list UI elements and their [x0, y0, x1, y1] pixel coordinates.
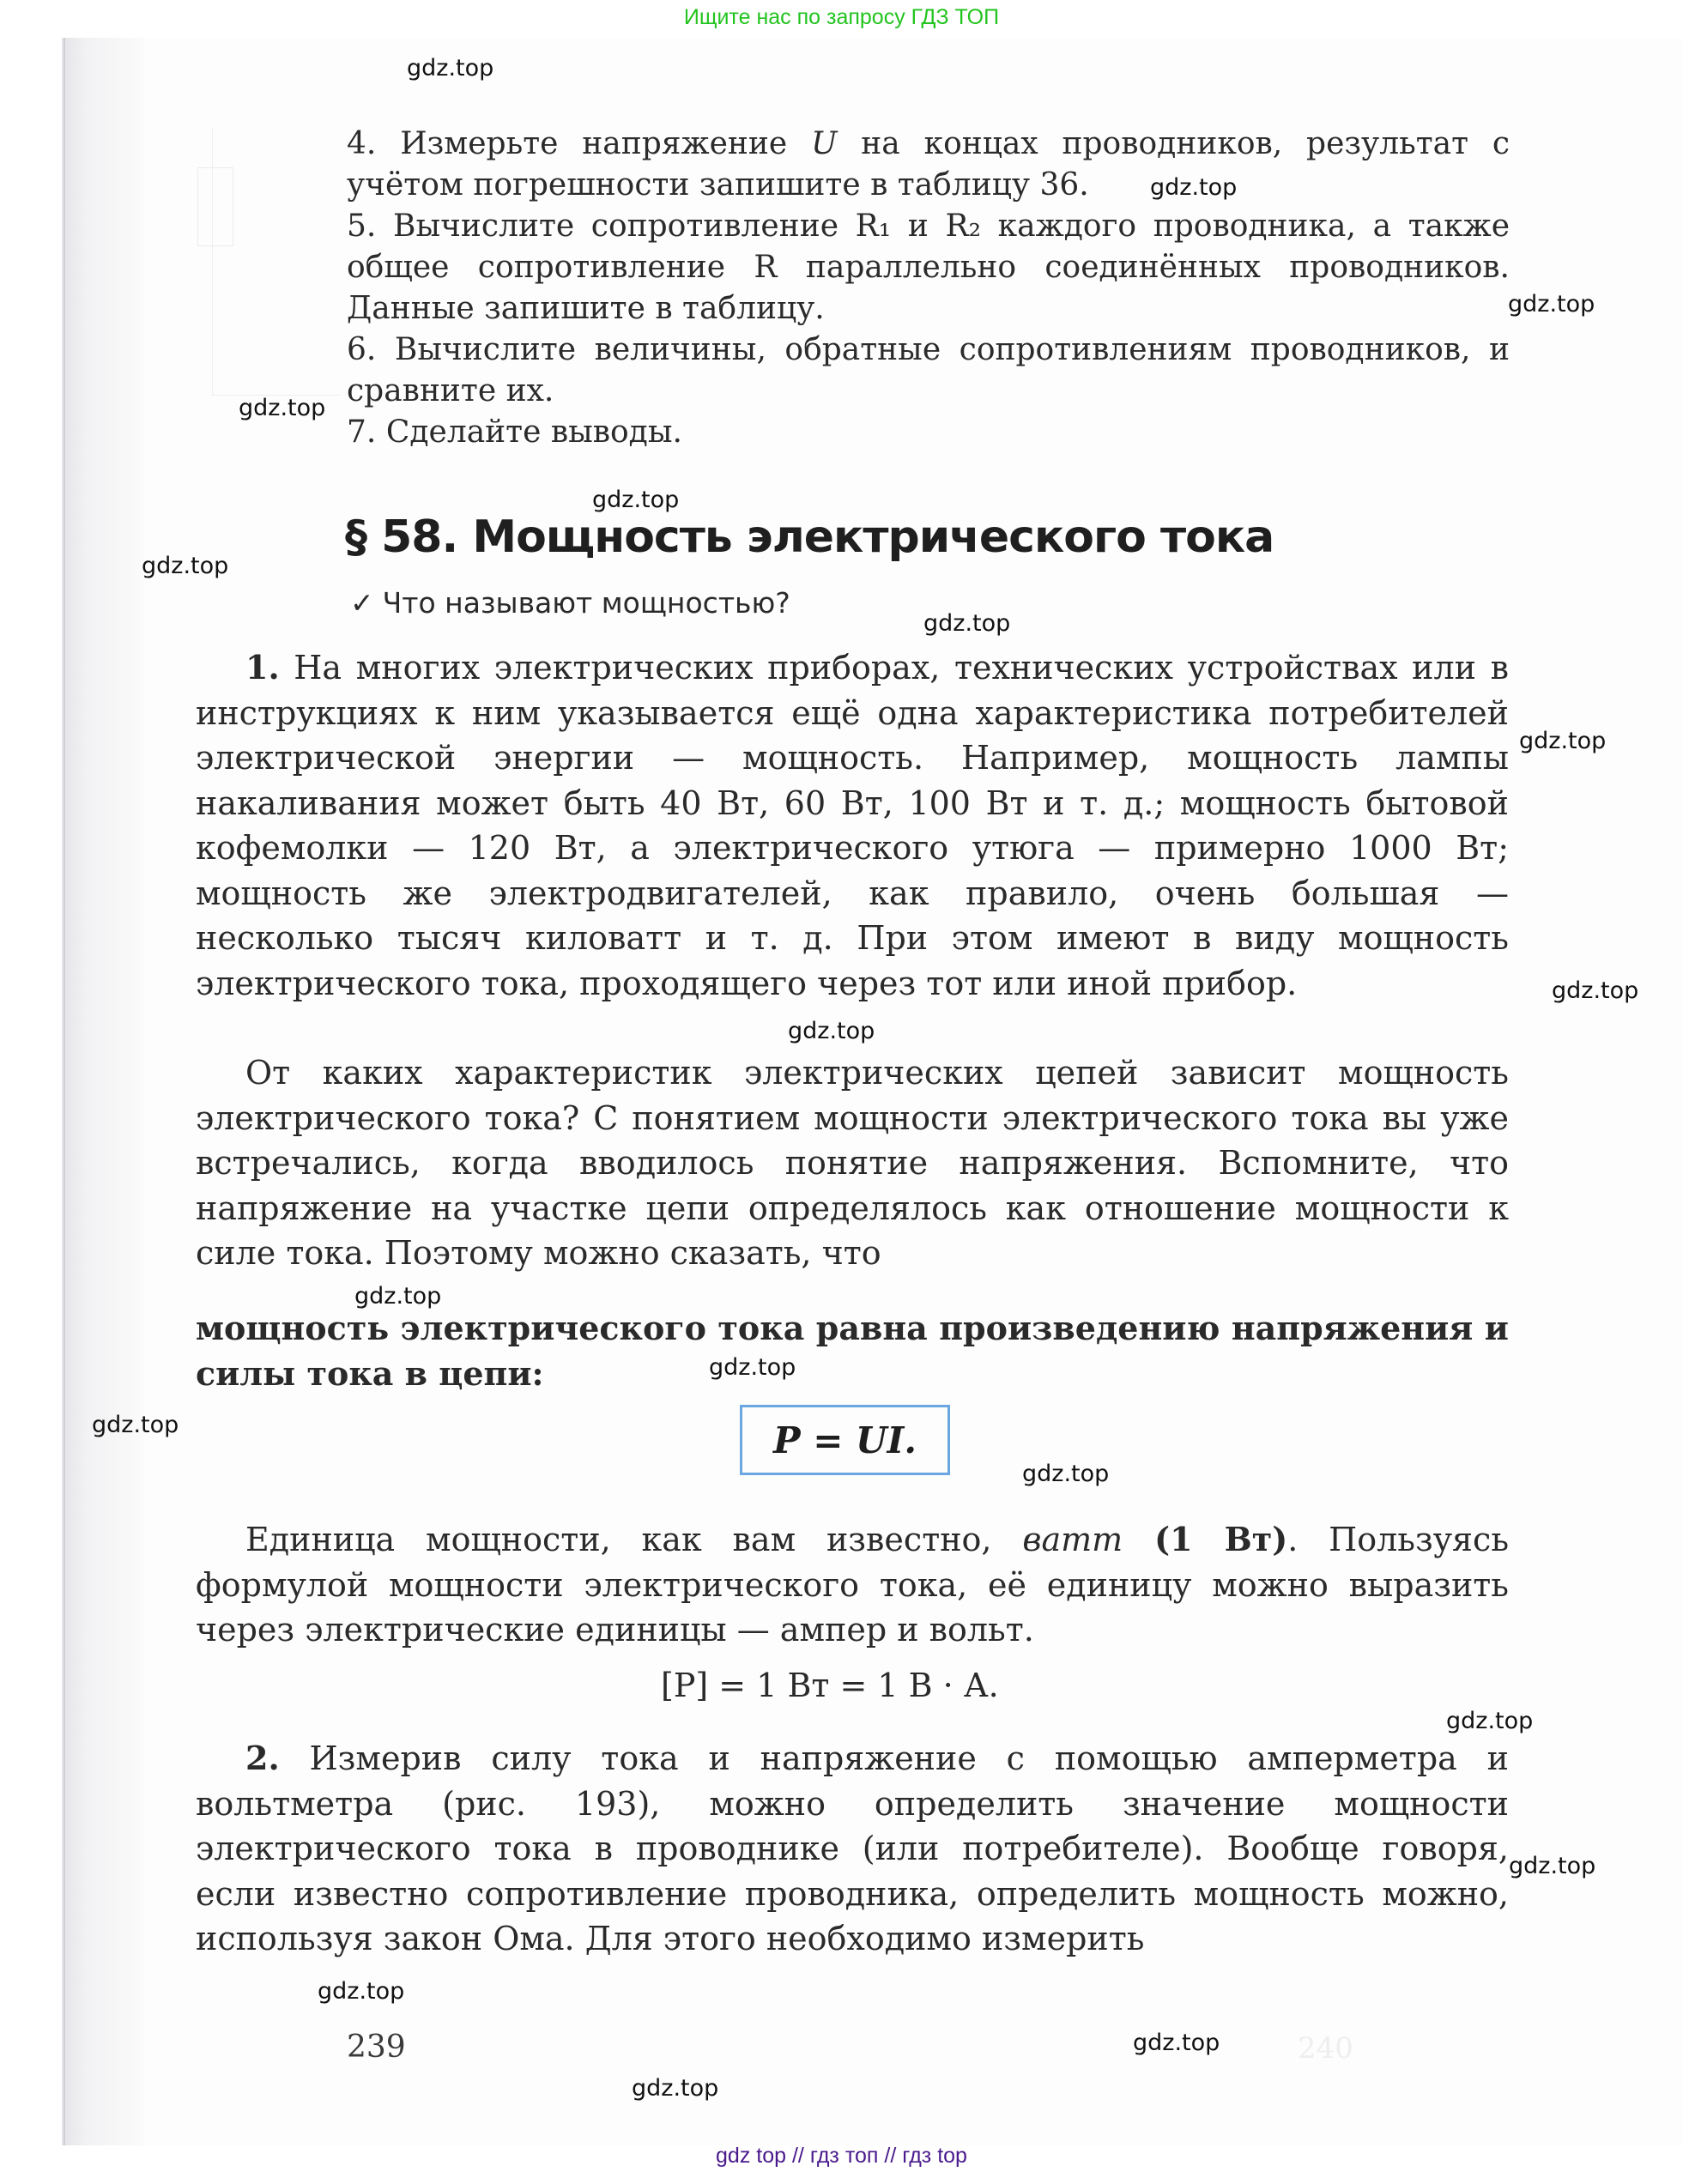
question-text: Что называют мощностью? — [382, 586, 790, 620]
watermark: gdz.top — [632, 2075, 719, 2102]
bottom-banner-link[interactable]: gdz top // гдз топ // гдз top — [716, 2144, 967, 2168]
step-text: Вычислите сопротивление R₁ и R₂ каждого проводника, а также общее сопротивление R параллельно соединённых проводников. Данные запишите в таблицу. — [347, 209, 1510, 326]
watermark: gdz.top — [923, 610, 1011, 637]
watermark: gdz.top — [318, 1978, 405, 2005]
paragraph-text: Измерив силу тока и напряжение с помощью амперметра и вольтметра (рис. 193), можно определить значение мощности электрического тока в проводнике (или потребителе). Вообще говоря, если известно сопротивление проводника, определить мощность можно, используя закон Ома. Для этого необходимо измерить — [196, 1739, 1509, 1957]
top-banner-link[interactable]: Ищите нас по запросу ГДЗ ТОП — [683, 5, 1000, 29]
definition-paragraph — [196, 1306, 1509, 1396]
paragraph-text: . Пользуясь формулой мощности электрического тока, её единицу можно выразить через электрические единицы — ампер и вольт. — [196, 1521, 1510, 1649]
watermark: gdz.top — [592, 487, 680, 513]
page-binding-shadow — [62, 38, 144, 2145]
step-number: 4. — [347, 126, 377, 161]
lab-step-4 — [347, 124, 1510, 206]
paragraph-units — [196, 1517, 1509, 1653]
definition-text: мощность электрического тока равна произведению напряжения и силы тока в цепи: — [196, 1309, 1509, 1393]
checkmark-icon: ✓ — [350, 586, 374, 620]
lab-steps-list — [347, 124, 1510, 453]
step-text: Сделайте выводы. — [385, 414, 682, 450]
watermark: gdz.top — [1022, 1461, 1110, 1487]
unit-symbol: (1 Вт) — [1123, 1520, 1288, 1558]
paragraph-number: 1. — [245, 648, 280, 687]
paragraph-1 — [196, 645, 1509, 1006]
step-text: Измерьте напряжение — [400, 126, 812, 161]
watermark: gdz.top — [142, 553, 229, 579]
power-formula-box — [740, 1405, 950, 1475]
watermark: gdz.top — [1552, 977, 1639, 1004]
watermark: gdz.top — [709, 1354, 796, 1381]
term-watt: ватт — [1022, 1521, 1123, 1558]
units-formula: [P] = 1 Вт = 1 В · А. — [661, 1667, 999, 1704]
lab-step-6 — [347, 330, 1510, 412]
watermark: gdz.top — [92, 1412, 179, 1438]
watermark: gdz.top — [1446, 1708, 1534, 1734]
paragraph-text: От каких характеристик электрических цепей зависит мощность электрического тока? С понятием мощности электрического тока вы уже встречались, когда вводилось понятие напряжения. Вспомните, что напряжение на участке цепи определялось как отношение мощности к силе тока. Поэтому можно сказать, что — [196, 1054, 1509, 1272]
watermark: gdz.top — [788, 1018, 875, 1044]
watermark: gdz.top — [239, 395, 326, 421]
lab-step-5 — [347, 206, 1510, 330]
page-number: 239 — [347, 2030, 406, 2065]
step-number: 5. — [347, 209, 377, 244]
watermark: gdz.top — [354, 1283, 442, 1310]
watermark: gdz.top — [1508, 291, 1595, 318]
paragraph-text: На многих электрических приборах, технических устройствах или в инструкциях к ним указывается ещё одна характеристика потребителей электрической энергии — мощность. Например, мощность лампы накаливания может быть 40 Вт, 60 Вт, 100 Вт и т. д.; мощность бытовой кофемолки — 120 Вт, а электрического утюга — примерно 1000 Вт; мощность же электродвигателей, как правило, очень большая — несколько тысяч киловатт и т. д. При этом имеют в виду мощность электрического тока, проходящего через тот или иной прибор. — [196, 649, 1509, 1002]
watermark: gdz.top — [1509, 1853, 1596, 1879]
section-heading: § 58. Мощность электрического тока — [345, 511, 1274, 563]
lab-step-7 — [347, 412, 1510, 453]
bleed-through-resistor-figure — [197, 167, 233, 246]
section-question — [350, 586, 790, 620]
watermark: gdz.top — [407, 55, 494, 82]
page-edge-line — [64, 38, 65, 2145]
step-text: Вычислите величины, обратные сопротивлениям проводников, и сравните их. — [347, 332, 1510, 408]
step-number: 7. — [347, 414, 377, 450]
paragraph-text: Единица мощности, как вам известно, — [245, 1521, 1023, 1558]
paragraph-2 — [196, 1050, 1509, 1276]
step-number: 6. — [347, 332, 377, 367]
bleed-through-page-number: 240 — [1298, 2031, 1353, 2066]
paragraph-number: 2. — [245, 1739, 280, 1777]
variable-u: U — [811, 126, 838, 161]
step-text: на концах проводников, результат с учётом погрешности запишите в таблицу 36. — [347, 126, 1510, 203]
paragraph-2-measurement — [196, 1736, 1509, 1962]
watermark: gdz.top — [1519, 728, 1607, 754]
watermark: gdz.top — [1133, 2030, 1220, 2056]
watermark: gdz.top — [1150, 174, 1238, 201]
power-formula: P = UI. — [773, 1419, 917, 1461]
